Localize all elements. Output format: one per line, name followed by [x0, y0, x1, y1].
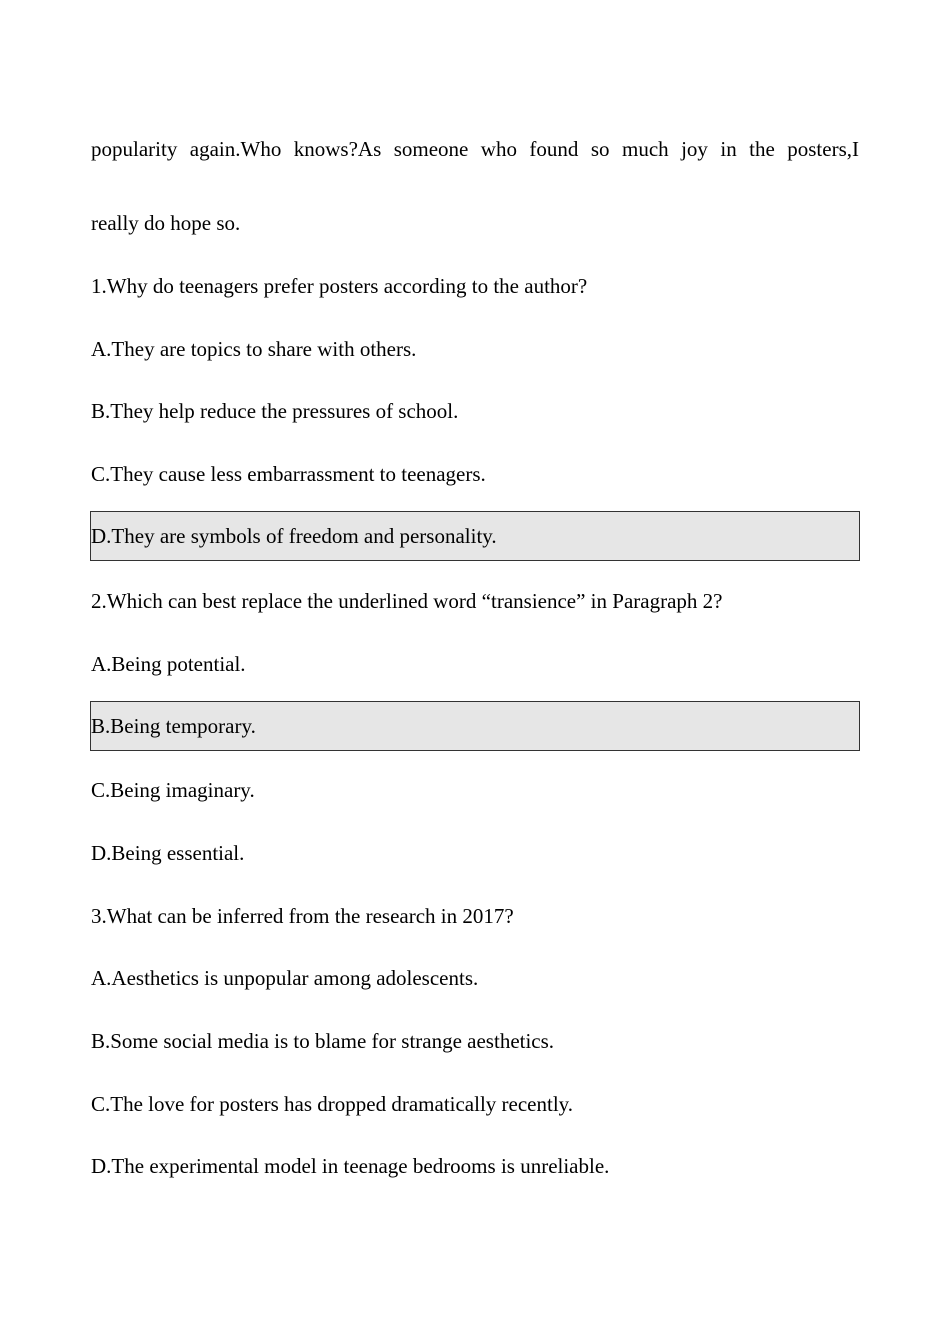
question-3-option-c[interactable]: C.The love for posters has dropped dramatically recently.: [91, 1092, 574, 1116]
question-2-option-b-highlighted[interactable]: [90, 701, 860, 751]
passage-line-1: popularity again.Who knows?As someone who found so much joy in the posters,I: [91, 137, 859, 161]
question-3-stem: 3.What can be inferred from the research in 2017?: [91, 904, 514, 928]
question-2-stem: 2.Which can best replace the underlined word “transience” in Paragraph 2?: [91, 589, 723, 613]
question-2-option-c[interactable]: C.Being imaginary.: [91, 778, 255, 802]
question-2-option-a[interactable]: A.Being potential.: [91, 652, 246, 676]
question-2-option-d[interactable]: D.Being essential.: [91, 841, 245, 865]
question-2-option-b: B.Being temporary.: [91, 714, 256, 738]
question-3-option-a[interactable]: A.Aesthetics is unpopular among adolescents.: [91, 966, 479, 990]
question-3-option-b[interactable]: B.Some social media is to blame for strange aesthetics.: [91, 1029, 555, 1053]
question-1-option-a[interactable]: A.They are topics to share with others.: [91, 337, 417, 361]
passage-line-2: really do hope so.: [91, 211, 241, 235]
question-1-stem: 1.Why do teenagers prefer posters according to the author?: [91, 274, 588, 298]
question-1-option-c[interactable]: C.They cause less embarrassment to teenagers.: [91, 462, 486, 486]
question-1-option-d: D.They are symbols of freedom and personality.: [91, 524, 497, 548]
question-1-option-d-highlighted[interactable]: [90, 511, 860, 561]
question-3-option-d[interactable]: D.The experimental model in teenage bedrooms is unreliable.: [91, 1154, 610, 1178]
question-1-option-b[interactable]: B.They help reduce the pressures of school.: [91, 399, 459, 423]
